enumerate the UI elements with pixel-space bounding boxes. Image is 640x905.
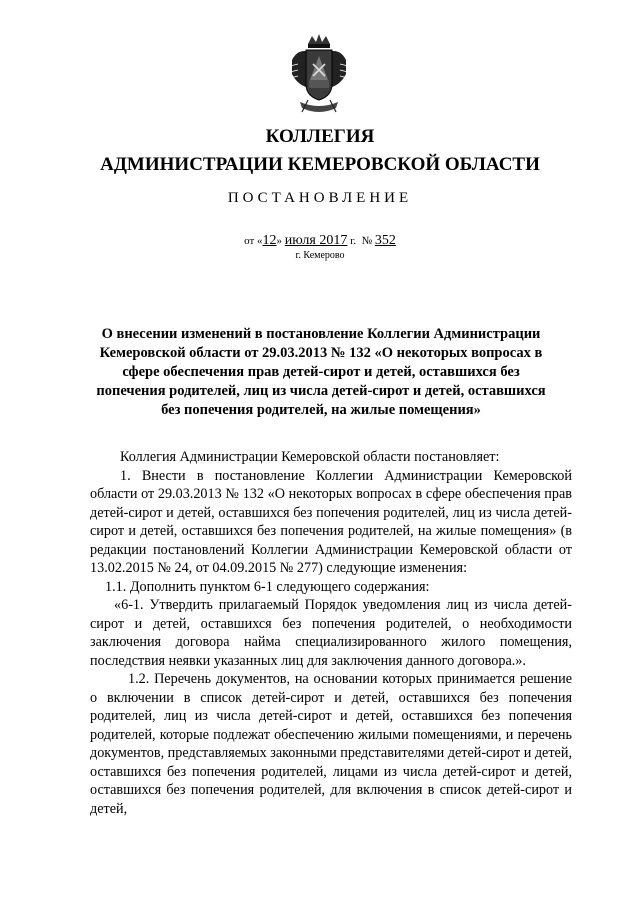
date-number-line: [0, 233, 640, 249]
date-day: 12: [262, 233, 277, 248]
date-year-suffix: г.: [350, 235, 357, 247]
kemerovo-coat-of-arms-icon: [288, 30, 350, 118]
number-prefix: №: [361, 235, 373, 247]
title-line: О внесении изменений в постановление Коллегии Администрации: [101, 326, 541, 342]
org-name-line1: КОЛЛЕГИЯ: [265, 126, 375, 147]
org-name-line2: АДМИНИСТРАЦИИ КЕМЕРОВСКОЙ ОБЛАСТИ: [100, 154, 540, 175]
date-month-year: июля 2017: [284, 233, 348, 248]
paragraph-resolves: Коллегия Администрации Кемеровской области постановляет:: [120, 449, 500, 465]
document-body: [90, 448, 572, 818]
document-number: 352: [374, 233, 396, 248]
paragraph-item-6-1: «6-1. Утвердить прилагаемый Порядок уведомления лиц из числа детей-сирот и детей, оставшихся без попечения родителей, о необходимости заключения договора найма специализированного жилого помещения, последствия неявки указанных лиц для заключения данного договора.».: [90, 597, 572, 669]
document-type: ПОСТАНОВЛЕНИЕ: [227, 190, 413, 206]
paragraph-item-1-2: 1.2. Перечень документов, на основании которых принимается решение о включении в список детей-сирот и детей, оставшихся без попечения родителей, лиц из числа детей-сирот и детей, оставшихся без попечения родителей, которые подлежат обеспечению жилыми помещениями, и перечень документов, представляемых законными представителями детей-сирот и детей, оставшихся без попечения родителей, лицами из числа детей-сирот и детей, оставшихся без попечения родителей, для включения в список детей-сирот и детей,: [90, 671, 572, 817]
title-line: Кемеровской области от 29.03.2013 № 132 «О некоторых вопросах в: [99, 345, 543, 361]
paragraph-item-1-1: 1.1. Дополнить пунктом 6-1 следующего содержания:: [105, 578, 430, 595]
city: г. Кемерово: [295, 250, 345, 261]
paragraph-item-1: 1. Внести в постановление Коллегии Администрации Кемеровской области от 29.03.2013 № 132 «О некоторых вопросах в сфере обеспечения прав детей-сирот и детей, оставшихся без попечения родителей, лиц из числа детей-сирот и детей, оставшихся без попечения родителей, на жилые помещения» (в редакции постановлений Коллегии Администрации Кемеровской области от 13.02.2015 № 24, от 04.09.2015 № 277) следующие изменения:: [90, 467, 572, 576]
date-prefix: от «: [244, 235, 263, 247]
title-line: сфере обеспечения прав детей-сирот и детей, оставшихся без: [122, 364, 520, 380]
document-title: [90, 325, 552, 420]
date-mid: »: [276, 235, 283, 247]
title-line: попечения родителей, лиц из числа детей-сирот и детей, оставшихся: [96, 383, 546, 399]
title-line: без попечения родителей, на жилые помещения»: [161, 402, 481, 418]
